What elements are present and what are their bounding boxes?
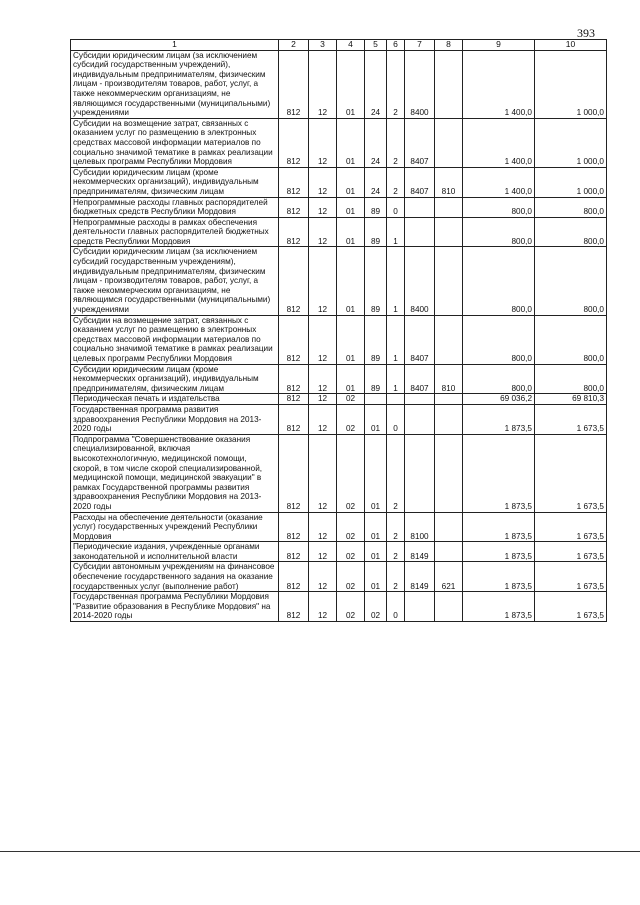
amount-year-2-cell: 1 673,5 [535, 404, 607, 434]
expense-name-cell: Субсидии на возмещение затрат, связанных с оказанием услуг по размещению в электронных средствах массовой информации материалов по социально значимой тематике в рамках реализации целевых программ Республики Мордовия [71, 118, 279, 167]
program-code-cell: 01 [365, 434, 387, 512]
table-row [71, 315, 607, 364]
subprogram-code-cell: 1 [387, 217, 405, 247]
expense-name-cell: Непрограммные расходы в рамках обеспечения деятельности главных распорядителей бюджетных средств Республики Мордовия [71, 217, 279, 247]
program-code-cell: 02 [365, 592, 387, 622]
table-row [71, 197, 607, 217]
amount-year-1-cell: 69 036,2 [463, 394, 535, 405]
section-code-cell: 12 [309, 434, 337, 512]
table-row [71, 364, 607, 394]
target-article-code-cell: 8407 [405, 118, 435, 167]
amount-year-2-cell: 800,0 [535, 217, 607, 247]
expense-name-cell: Субсидии юридическим лицам (за исключением субсидий государственным учреждениям), индивидуальным предпринимателям, физическим лицам - производителям товаров, работ, услуг, а также некоммерческим организациям, не являющимся государственными (муниципальными) учреждениями [71, 247, 279, 315]
table-row [71, 247, 607, 315]
section-code-cell: 12 [309, 167, 337, 197]
section-code-cell: 12 [309, 315, 337, 364]
table-row [71, 592, 607, 622]
budget-admin-code-cell: 812 [279, 512, 309, 542]
subprogram-code-cell: 2 [387, 118, 405, 167]
column-header: 6 [387, 40, 405, 51]
amount-year-1-cell: 1 873,5 [463, 512, 535, 542]
target-article-code-cell: 8149 [405, 542, 435, 562]
table-row [71, 404, 607, 434]
column-header: 4 [337, 40, 365, 51]
subsection-code-cell: 02 [337, 404, 365, 434]
expense-type-code-cell [435, 50, 463, 118]
expense-name-cell: Субсидии на возмещение затрат, связанных с оказанием услуг по размещению в электронных средствах массовой информации материалов по социально значимой тематике в рамках реализации целевых программ Республики Мордовия [71, 315, 279, 364]
expense-name-cell: Расходы на обеспечение деятельности (оказание услуг) государственных учреждений Республики Мордовия [71, 512, 279, 542]
amount-year-2-cell: 1 673,5 [535, 512, 607, 542]
subsection-code-cell: 01 [337, 167, 365, 197]
expense-name-cell: Подпрограмма "Совершенствование оказания специализированной, включая высокотехнологичную, медицинской помощи, скорой, в том числе скорой специализированной, медицинской помощи, медицинской эвакуации" в рамках Государственной программы развития здравоохранения Республики Мордовия на 2013-2020 годы [71, 434, 279, 512]
budget-admin-code-cell: 812 [279, 50, 309, 118]
column-header: 7 [405, 40, 435, 51]
subsection-code-cell: 02 [337, 562, 365, 592]
subsection-code-cell: 02 [337, 592, 365, 622]
budget-admin-code-cell: 812 [279, 592, 309, 622]
program-code-cell: 89 [365, 197, 387, 217]
expense-type-code-cell [435, 592, 463, 622]
program-code-cell: 24 [365, 118, 387, 167]
page-number: 393 [577, 26, 595, 40]
amount-year-1-cell: 800,0 [463, 364, 535, 394]
expense-type-code-cell [435, 197, 463, 217]
target-article-code-cell: 8407 [405, 167, 435, 197]
program-code-cell [365, 394, 387, 405]
budget-admin-code-cell: 812 [279, 394, 309, 405]
target-article-code-cell: 8407 [405, 364, 435, 394]
budget-admin-code-cell: 812 [279, 562, 309, 592]
table-row [71, 167, 607, 197]
amount-year-2-cell: 1 000,0 [535, 167, 607, 197]
amount-year-2-cell: 1 000,0 [535, 118, 607, 167]
expense-type-code-cell [435, 512, 463, 542]
target-article-code-cell: 8407 [405, 315, 435, 364]
amount-year-1-cell: 1 873,5 [463, 404, 535, 434]
target-article-code-cell [405, 404, 435, 434]
program-code-cell: 89 [365, 315, 387, 364]
program-code-cell: 24 [365, 167, 387, 197]
subsection-code-cell: 01 [337, 247, 365, 315]
column-header: 10 [535, 40, 607, 51]
subprogram-code-cell: 0 [387, 197, 405, 217]
program-code-cell: 89 [365, 364, 387, 394]
budget-table [70, 39, 607, 622]
amount-year-2-cell: 1 673,5 [535, 542, 607, 562]
program-code-cell: 89 [365, 247, 387, 315]
subprogram-code-cell: 1 [387, 364, 405, 394]
budget-admin-code-cell: 812 [279, 315, 309, 364]
subprogram-code-cell: 2 [387, 542, 405, 562]
budget-admin-code-cell: 812 [279, 364, 309, 394]
subsection-code-cell: 02 [337, 394, 365, 405]
budget-admin-code-cell: 812 [279, 247, 309, 315]
table-row [71, 434, 607, 512]
subsection-code-cell: 01 [337, 217, 365, 247]
table-header-row [71, 40, 607, 51]
expense-name-cell: Субсидии юридическим лицам (кроме некоммерческих организаций), индивидуальным предпринимателям, физическим лицам [71, 364, 279, 394]
target-article-code-cell [405, 217, 435, 247]
target-article-code-cell [405, 434, 435, 512]
expense-name-cell: Субсидии юридическим лицам (за исключением субсидий государственным учреждений), индивидуальным предпринимателям, физическим лицам - производителям товаров, работ, услуг, а также некоммерческим организациям, не являющимся государственными (муниципальными) учреждениями [71, 50, 279, 118]
amount-year-1-cell: 1 873,5 [463, 592, 535, 622]
column-header: 3 [309, 40, 337, 51]
subprogram-code-cell: 1 [387, 315, 405, 364]
amount-year-1-cell: 1 400,0 [463, 50, 535, 118]
program-code-cell: 89 [365, 217, 387, 247]
expense-type-code-cell [435, 404, 463, 434]
subsection-code-cell: 02 [337, 512, 365, 542]
expense-type-code-cell: 810 [435, 167, 463, 197]
program-code-cell: 01 [365, 404, 387, 434]
expense-type-code-cell [435, 542, 463, 562]
amount-year-2-cell: 1 000,0 [535, 50, 607, 118]
target-article-code-cell: 8149 [405, 562, 435, 592]
subprogram-code-cell: 2 [387, 167, 405, 197]
subsection-code-cell: 01 [337, 118, 365, 167]
section-code-cell: 12 [309, 364, 337, 394]
subsection-code-cell: 01 [337, 50, 365, 118]
amount-year-2-cell: 800,0 [535, 197, 607, 217]
bottom-rule [0, 851, 640, 852]
section-code-cell: 12 [309, 592, 337, 622]
table-row [71, 118, 607, 167]
amount-year-2-cell: 1 673,5 [535, 562, 607, 592]
target-article-code-cell: 8400 [405, 50, 435, 118]
subprogram-code-cell: 0 [387, 404, 405, 434]
amount-year-2-cell: 800,0 [535, 315, 607, 364]
expense-type-code-cell [435, 247, 463, 315]
budget-admin-code-cell: 812 [279, 217, 309, 247]
amount-year-1-cell: 800,0 [463, 217, 535, 247]
program-code-cell: 01 [365, 512, 387, 542]
subprogram-code-cell: 2 [387, 512, 405, 542]
amount-year-2-cell: 1 673,5 [535, 592, 607, 622]
expense-name-cell: Государственная программа Республики Мордовия "Развитие образования в Республике Мордовия" на 2014-2020 годы [71, 592, 279, 622]
target-article-code-cell: 8100 [405, 512, 435, 542]
amount-year-1-cell: 800,0 [463, 197, 535, 217]
amount-year-2-cell: 69 810,3 [535, 394, 607, 405]
expense-type-code-cell [435, 394, 463, 405]
budget-admin-code-cell: 812 [279, 118, 309, 167]
section-code-cell: 12 [309, 217, 337, 247]
column-header: 1 [71, 40, 279, 51]
column-header: 8 [435, 40, 463, 51]
table-row [71, 394, 607, 405]
table-row [71, 50, 607, 118]
subprogram-code-cell: 2 [387, 562, 405, 592]
amount-year-2-cell: 800,0 [535, 247, 607, 315]
amount-year-1-cell: 1 400,0 [463, 167, 535, 197]
expense-type-code-cell: 810 [435, 364, 463, 394]
amount-year-1-cell: 1 873,5 [463, 562, 535, 592]
subsection-code-cell: 01 [337, 315, 365, 364]
budget-admin-code-cell: 812 [279, 167, 309, 197]
section-code-cell: 12 [309, 562, 337, 592]
subprogram-code-cell: 2 [387, 434, 405, 512]
subsection-code-cell: 02 [337, 542, 365, 562]
amount-year-2-cell: 800,0 [535, 364, 607, 394]
amount-year-1-cell: 1 873,5 [463, 542, 535, 562]
target-article-code-cell [405, 197, 435, 217]
expense-name-cell: Субсидии автономным учреждениям на финансовое обеспечение государственного задания на оказание государственных услуг (выполнение работ) [71, 562, 279, 592]
subprogram-code-cell: 0 [387, 592, 405, 622]
target-article-code-cell [405, 592, 435, 622]
section-code-cell: 12 [309, 394, 337, 405]
expense-type-code-cell [435, 118, 463, 167]
program-code-cell: 24 [365, 50, 387, 118]
subprogram-code-cell: 1 [387, 247, 405, 315]
budget-admin-code-cell: 812 [279, 542, 309, 562]
target-article-code-cell: 8400 [405, 247, 435, 315]
section-code-cell: 12 [309, 118, 337, 167]
amount-year-1-cell: 800,0 [463, 315, 535, 364]
subsection-code-cell: 02 [337, 434, 365, 512]
budget-admin-code-cell: 812 [279, 434, 309, 512]
expense-name-cell: Периодическая печать и издательства [71, 394, 279, 405]
amount-year-2-cell: 1 673,5 [535, 434, 607, 512]
target-article-code-cell [405, 394, 435, 405]
section-code-cell: 12 [309, 197, 337, 217]
expense-name-cell: Субсидии юридическим лицам (кроме некоммерческих организаций), индивидуальным предпринимателям, физическим лицам [71, 167, 279, 197]
section-code-cell: 12 [309, 404, 337, 434]
section-code-cell: 12 [309, 542, 337, 562]
subprogram-code-cell: 2 [387, 50, 405, 118]
amount-year-1-cell: 1 873,5 [463, 434, 535, 512]
section-code-cell: 12 [309, 512, 337, 542]
subsection-code-cell: 01 [337, 197, 365, 217]
subprogram-code-cell [387, 394, 405, 405]
table-row [71, 512, 607, 542]
expense-type-code-cell: 621 [435, 562, 463, 592]
expense-type-code-cell [435, 315, 463, 364]
table-row [71, 542, 607, 562]
expense-type-code-cell [435, 434, 463, 512]
budget-admin-code-cell: 812 [279, 197, 309, 217]
budget-admin-code-cell: 812 [279, 404, 309, 434]
table-row [71, 217, 607, 247]
amount-year-1-cell: 1 400,0 [463, 118, 535, 167]
column-header: 5 [365, 40, 387, 51]
program-code-cell: 01 [365, 562, 387, 592]
section-code-cell: 12 [309, 50, 337, 118]
expense-name-cell: Государственная программа развития здравоохранения Республики Мордовия на 2013-2020 годы [71, 404, 279, 434]
subsection-code-cell: 01 [337, 364, 365, 394]
column-header: 2 [279, 40, 309, 51]
expense-type-code-cell [435, 217, 463, 247]
program-code-cell: 01 [365, 542, 387, 562]
expense-name-cell: Непрограммные расходы главных распорядителей бюджетных средств Республики Мордовия [71, 197, 279, 217]
column-header: 9 [463, 40, 535, 51]
expense-name-cell: Периодические издания, учрежденные органами законодательной и исполнительной власти [71, 542, 279, 562]
section-code-cell: 12 [309, 247, 337, 315]
amount-year-1-cell: 800,0 [463, 247, 535, 315]
table-row [71, 562, 607, 592]
